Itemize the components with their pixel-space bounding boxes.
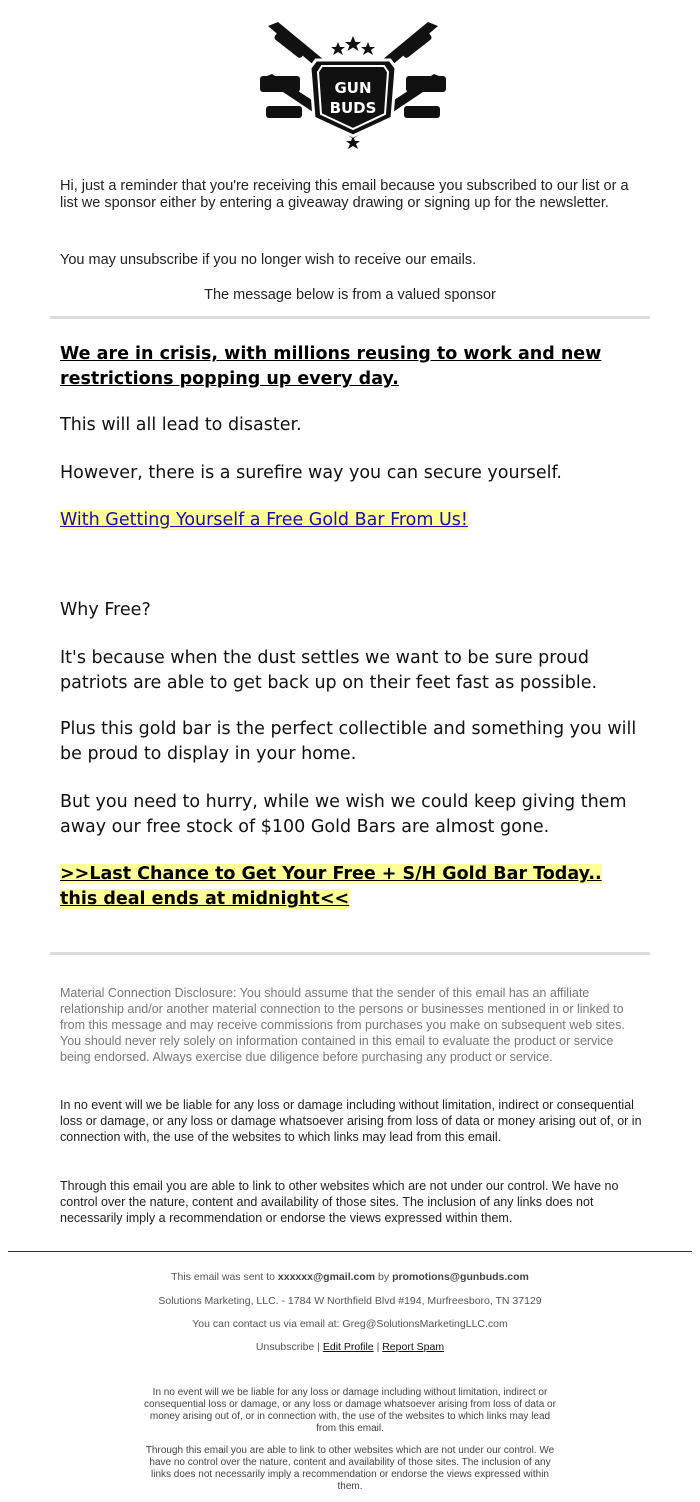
unsubscribe-link[interactable]: Unsubscribe	[255, 1341, 315, 1353]
footer-divider	[8, 1251, 692, 1252]
footer-address: Solutions Marketing, LLC. - 1784 W Northfield Blvd #194, Murfreesboro, TN 37129	[158, 1295, 542, 1307]
logo-text-gun: GUN	[334, 79, 372, 97]
free-gold-link-block	[60, 508, 640, 533]
footer-links	[0, 1341, 700, 1353]
link-separator: |	[317, 1341, 320, 1353]
paragraph-disaster: This will all lead to disaster.	[60, 415, 302, 435]
recipient-email: xxxxxx@gmail.com	[277, 1271, 376, 1283]
unsubscribe-note: You may unsubscribe if you no longer wish to receive our emails.	[60, 252, 477, 268]
edit-profile-link[interactable]: Edit Profile	[322, 1341, 374, 1353]
logo-text-buds: BUDS	[329, 99, 377, 117]
footer-sent-to	[0, 1271, 700, 1283]
paragraph-because: It's because when the dust settles we want to be sure proud patriots are able to get back up on their feet fast as possible.	[60, 648, 598, 693]
free-gold-bar-link[interactable]: With Getting Yourself a Free Gold Bar From Us!	[60, 510, 468, 530]
liability-disclaimer: In no event will we be liable for any loss or damage including without limitation, indirect or consequential loss or damage, or any loss or damage whatsoever arising from loss of data or money arising out of, or in connection with, the use of the websites to which links may lead from this email.	[60, 1098, 642, 1144]
footer-contact: You can contact us via email at: Greg@SolutionsMarketingLLC.com	[192, 1318, 508, 1330]
footer-external-links-disclaimer: Through this email you are able to link to other websites which are not under our control. We have no control over the nature, content and availability of those sites. The inclusion of any links does not necessarily imply a recommendation or endorse the views expressed within them.	[145, 1445, 555, 1492]
paragraph-why-free: Why Free?	[60, 600, 151, 620]
sent-prefix: This email was sent to	[171, 1271, 275, 1283]
sponsor-note: The message below is from a valued sponsor	[204, 287, 496, 303]
footer-liability-disclaimer: In no event will we be liable for any loss or damage including without limitation, indirect or consequential loss or damage, or any loss or damage whatsoever arising from loss of data or money arising out of, or in connection with, the use of the websites to which links may lead from this email.	[144, 1387, 556, 1434]
link-separator: |	[376, 1341, 380, 1353]
divider	[50, 316, 650, 319]
gun-buds-logo	[258, 18, 448, 150]
paragraph-hurry: But you need to hurry, while we wish we could keep giving them away our free stock of $100 Gold Bars are almost gone.	[60, 792, 627, 837]
sent-by: by	[378, 1271, 390, 1283]
divider	[50, 952, 650, 955]
report-spam-link[interactable]: Report Spam	[382, 1341, 445, 1353]
gun-buds-shield-logo-icon	[258, 18, 448, 150]
headline: We are in crisis, with millions reusing to work and new restrictions popping up every day.	[60, 344, 602, 389]
last-chance-gold-bar-link[interactable]: >>Last Chance to Get Your Free + S/H Gold Bar Today.. this deal ends at midnight<<	[60, 864, 602, 909]
subscription-reminder: Hi, just a reminder that you're receiving this email because you subscribed to our list or a list we sponsor either by entering a giveaway drawing or signing up for the newsletter.	[60, 178, 629, 211]
material-connection-disclosure: Material Connection Disclosure: You should assume that the sender of this email has an affiliate relationship and/or another material connection to the persons or businesses mentioned in or linked to from this message and may receive commissions from purchases you make on subsequent web sites. You should never rely solely on information contained in this email to evaluate the product or service being endorsed. Always exercise due diligence before purchasing any product or service.	[60, 986, 625, 1064]
sender-email: promotions@gunbuds.com	[392, 1271, 529, 1283]
paragraph-collectible: Plus this gold bar is the perfect collectible and something you will be proud to display in your home.	[60, 719, 637, 764]
external-links-disclaimer: Through this email you are able to link to other websites which are not under our control. We have no control over the nature, content and availability of those sites. The inclusion of any links does not necessarily imply a recommendation or endorse the views expressed within them.	[60, 1179, 619, 1225]
paragraph-surefire: However, there is a surefire way you can secure yourself.	[60, 463, 562, 483]
cta-block	[60, 862, 640, 912]
